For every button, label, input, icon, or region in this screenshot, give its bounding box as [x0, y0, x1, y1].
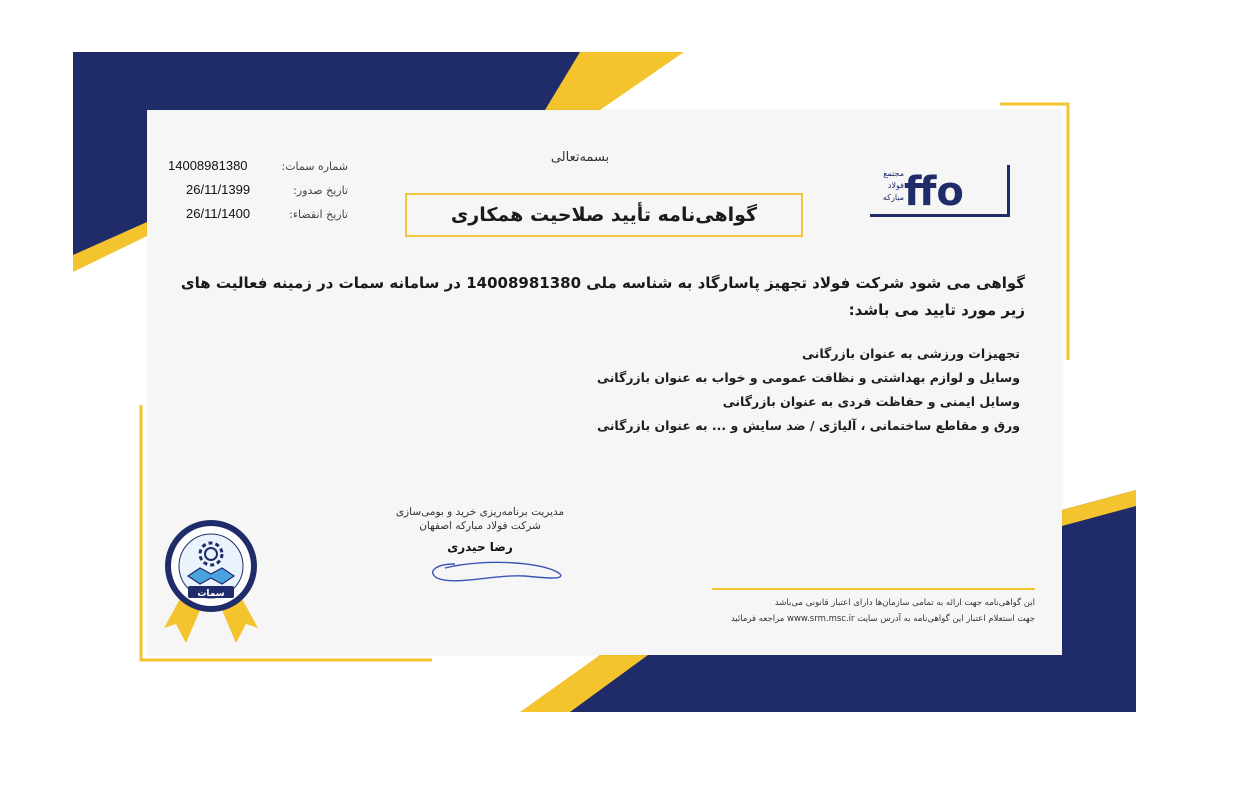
certificate-title: گواهی‌نامه تأیید صلاحیت همکاری [450, 204, 758, 226]
meta-row [168, 182, 358, 206]
meta-label: تاریخ انقضاء: [289, 208, 348, 221]
certificate-body: گواهی می شود شرکت فولاد تجهیز پاسارگاد به شناسه ملی 14008981380 در سامانه سمات در زمینه فعالیت های زیر مورد تایید می باشد: [180, 274, 1025, 319]
seal-label: سمات [197, 589, 225, 599]
footer-divider [712, 588, 1035, 590]
meta-value: 26/11/1400 [186, 206, 251, 221]
signature-name: رضا حیدری [447, 540, 513, 554]
handwritten-signature [425, 556, 570, 596]
logo-text-line: مجتمع [883, 169, 904, 178]
meta-row [168, 206, 358, 230]
meta-value: 14008981380 [168, 158, 248, 173]
signature-company: شرکت فولاد مبارکه اصفهان [419, 520, 541, 532]
signature-department: مدیریت برنامه‌ریزی خرید و بومی‌سازی [395, 506, 565, 518]
meta-label: تاریخ صدور: [293, 184, 348, 197]
logo-text-line: فولاد [887, 181, 904, 190]
meta-value: 26/11/1399 [186, 182, 251, 197]
logo-text-line: مبارکه [882, 193, 904, 202]
activity-item: وسایل ایمنی و حفاظت فردی به عنوان بازرگانی [722, 394, 1020, 409]
samat-seal-badge [158, 518, 266, 646]
activities-list [580, 342, 1020, 438]
meta-label: شماره سمات: [281, 160, 348, 173]
activity-item: ورق و مقاطع ساختمانی ، آلیاژی / ضد سایش و ... به عنوان بازرگانی [597, 418, 1020, 433]
meta-block [168, 158, 358, 230]
footer-line-1: این گواهی‌نامه جهت ارائه به تمامی سازمان‌ها دارای اعتبار قانونی می‌باشد [774, 598, 1035, 608]
activity-item: وسایل و لوازم بهداشتی و نظافت عمومی و خواب به عنوان بازرگانی [596, 370, 1020, 385]
company-logo [870, 165, 1010, 217]
certificate-title-box [405, 193, 803, 237]
logo-mark: ffo [904, 169, 964, 213]
logo-text [872, 168, 904, 204]
logo-mark-icon [904, 167, 1004, 213]
invocation-text: بسمه‌تعالی [550, 150, 610, 165]
activity-item: تجهیزات ورزشی به عنوان بازرگانی [802, 346, 1020, 361]
meta-row [168, 158, 358, 182]
footer-line-2: جهت استعلام اعتبار این گواهی‌نامه به آدرس سایت www.srm.msc.ir مراجعه فرمائید [730, 614, 1035, 624]
